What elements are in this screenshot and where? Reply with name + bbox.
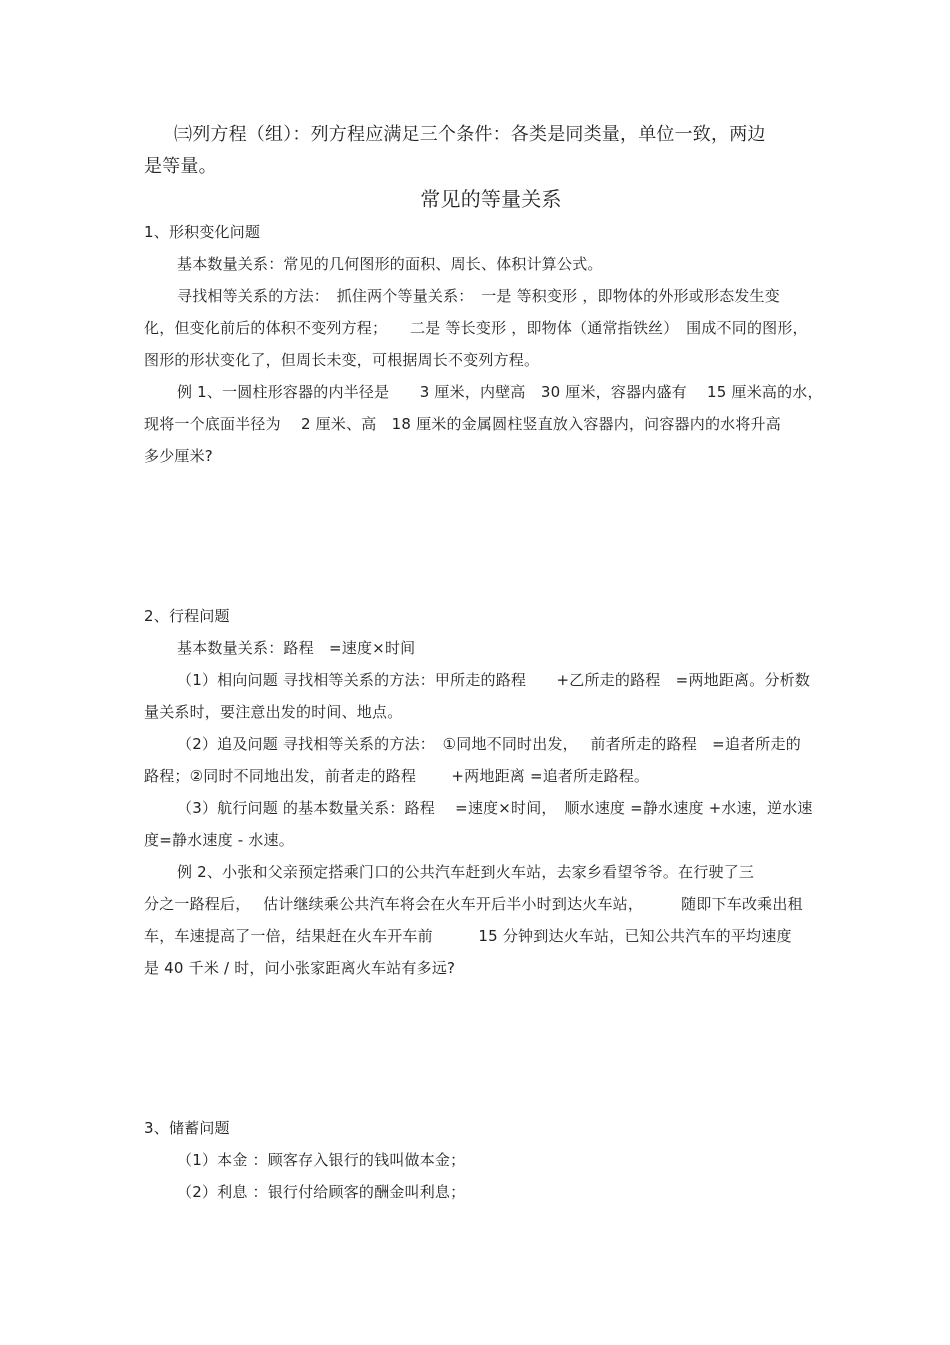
section-2-heading: 2、行程问题 [144,607,230,625]
example-1-line-1: 例 1、一圆柱形容器的内半径是 3 厘米，内壁高 30 厘米，容器内盛有 15 厘米高的水， [177,383,823,401]
example-2-line-2: 分之一路程后， 估计继续乘公共汽车将会在火车开后半小时到达火车站， 随即下车改乘出租 [144,895,803,913]
example-2-line-4: 是 40 千米 / 时，问小张家距离火车站有多远? [144,959,456,977]
section-2-basic-relation: 基本数量关系：路程 =速度×时间 [177,639,416,657]
section-2-p1-line-2: 量关系时，要注意出发的时间、地点。 [144,703,403,721]
section-2-p1-line-1: （1）相向问题 寻找相等关系的方法：甲所走的路程 +乙所走的路程 =两地距离。分析数 [177,671,811,689]
section-1-method-line-1: 寻找相等关系的方法： 抓住两个等量关系： 一是 等积变形 ，即物体的外形或形态发生变 [177,287,780,305]
section-2-p2-line-2: 路程；②同时不同地出发，前者走的路程 +两地距离 =追者所走路程。 [144,767,650,785]
section-3-item-2: （2）利息 ：银行付给顾客的酬金叫利息； [177,1183,466,1201]
page-title: 常见的等量关系 [420,187,562,211]
section-3-item-1: （1）本金 ：顾客存入银行的钱叫做本金； [177,1151,466,1169]
intro-line-1: ㈢列方程（组）：列方程应满足三个条件：各类是同类量，单位一致，两边 [174,124,766,145]
intro-line-2: 是等量。 [144,156,217,177]
section-2-p3-line-2: 度=静水速度 - 水速。 [144,831,294,849]
section-1-method-line-3: 图形的形状变化了，但周长未变，可根据周长不变列方程。 [144,351,540,369]
section-1-method-line-2: 化，但变化前后的体积不变列方程； 二是 等长变形 ，即物体（通常指铁丝） 围成不同的图形， [144,319,808,337]
example-2-line-1: 例 2、小张和父亲预定搭乘门口的公共汽车赶到火车站，去家乡看望爷爷。在行驶了三 [177,863,755,881]
section-1-basic-relation: 基本数量关系：常见的几何图形的面积、周长、体积计算公式。 [177,255,603,273]
section-3-heading: 3、储蓄问题 [144,1119,230,1137]
example-1-line-3: 多少厘米? [144,447,213,465]
section-1-heading: 1、形积变化问题 [144,223,261,241]
section-2-p2-line-1: （2）追及问题 寻找相等关系的方法： ①同地不同时出发， 前者所走的路程 =追者所走的 [177,735,801,753]
example-2-line-3: 车，车速提高了一倍，结果赶在火车开车前 15 分钟到达火车站，已知公共汽车的平均速度 [144,927,792,945]
example-1-line-2: 现将一个底面半径为 2 厘米、高 18 厘米的金属圆柱竖直放入容器内，问容器内的水将升高 [144,415,781,433]
section-2-p3-line-1: （3）航行问题 的基本数量关系：路程 =速度×时间， 顺水速度 =静水速度 +水速，逆水速 [177,799,813,817]
